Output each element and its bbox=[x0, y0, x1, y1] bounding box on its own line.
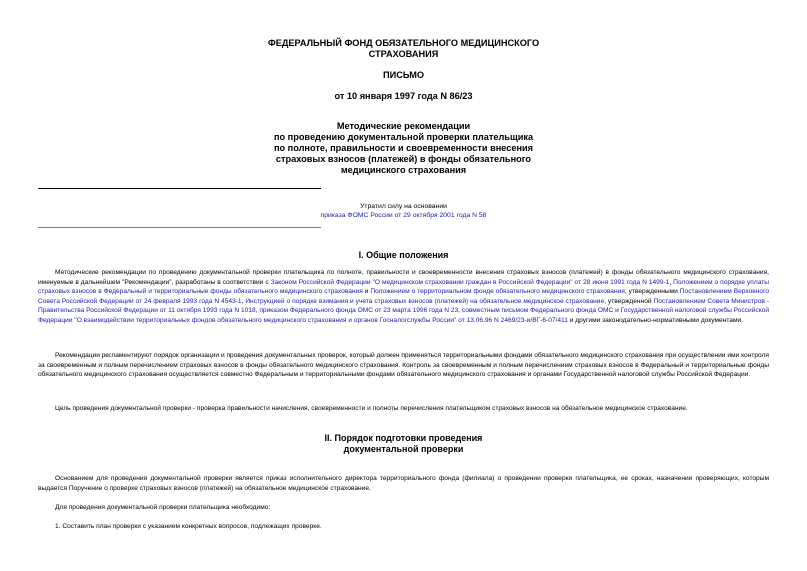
legal-reference-link[interactable]: Положением о порядке уплаты страховых взносов в Федеральный и территориальные фонды обязательного медицинского страхования bbox=[38, 278, 769, 296]
section-2-paragraph-3: 1. Составить план проверки с указанием конкретных вопросов, подлежащих проверке. bbox=[55, 523, 322, 530]
legal-reference-link[interactable]: Постановлением Совета Министров - Правительства Российской Федерации от 11 октября 1993 года N 1018 bbox=[38, 297, 770, 315]
section-1-paragraph-3: Цель проведения документальной проверки - проверка правильности начисления, своевременности и полноты перечисления плательщиком страховых взносов на обязательное медицинское страхование. bbox=[55, 405, 688, 412]
paragraph-text: Методические рекомендации по проведению документальной проверки плательщика по полноте, правильности и своевременности внесения страховых взносов (платежей) в фонды обязательного медицинского страхования, именуемые в дальнейшем "Рекомендации", разработаны в соответствии с bbox=[38, 269, 769, 286]
paragraph-text: , утвержденными bbox=[624, 288, 680, 296]
section-1-paragraph-1 bbox=[38, 268, 769, 326]
paragraph-text: , bbox=[241, 297, 246, 305]
section-2-title: II. Порядок подготовки проведения bbox=[324, 433, 483, 443]
document-type: ПИСЬМО bbox=[382, 70, 425, 80]
status-note: Утратил силу на основании bbox=[360, 203, 447, 210]
document-date-number: от 10 января 1997 года N 86/23 bbox=[334, 91, 473, 101]
separator-rule bbox=[38, 188, 321, 189]
paragraph-text: , bbox=[458, 307, 462, 315]
paragraph-text: , утвержденной bbox=[604, 297, 654, 305]
legal-reference-link[interactable]: Постановлением Верховного Совета Российской Федерации от 24 февраля 1993 года N 4543-1 bbox=[38, 288, 769, 305]
title-line: по полноте, правильности и своевременности внесения bbox=[273, 143, 534, 153]
section-2-title: документальной проверки bbox=[343, 444, 464, 454]
title-line: медицинского страхования bbox=[340, 165, 467, 175]
separator-rule bbox=[38, 227, 321, 228]
section-2-paragraph-2: Для проведения документальной проверки плательщика необходимо: bbox=[55, 504, 271, 511]
status-link[interactable]: приказа ФОМС России от 29 октября 2001 года N 58 bbox=[320, 212, 487, 219]
section-1-title: I. Общие положения bbox=[358, 250, 449, 260]
paragraph-text: и bbox=[362, 288, 371, 296]
paragraph-text: , bbox=[255, 307, 260, 315]
legal-reference-link[interactable]: Законом Российской Федерации "О медицинском страховании граждан в Российской Федерации" от 28 июня 1991 года N 1499-1 bbox=[270, 278, 670, 286]
title-line: страховых взносов (платежей) в фонды обязательного bbox=[275, 154, 532, 164]
paragraph-text: , bbox=[669, 278, 674, 286]
title-line: Методические рекомендации bbox=[336, 121, 471, 131]
org-name-line2: СТРАХОВАНИЯ bbox=[368, 49, 439, 59]
legal-reference-link[interactable]: Инструкцией о порядке взимания и учета страховых взносов (платежей) на обязательное медицинское страхование bbox=[245, 297, 605, 305]
section-1-paragraph-2: Рекомендации регламентируют порядок организации и проведения документальных проверок, который должен применяться территориальными фондами обязательного медицинского страхования при осуществлении ими контроля за своевременным и полным перечислением страховых взносов в фонды обязательного медицинского страхования. Контроль за своевременным и полным перечислением страховых взносов в Федеральный и территориальные фонды обязательного медицинского страхования осуществляется совместно Федеральным и территориальными фондами обязательного медицинского страхования и органами Государственной налоговой службы Российской Федерации. bbox=[38, 352, 769, 379]
section-2-paragraph-1: Основанием для проведения документальной проверки является приказ исполнительного директора территориального фонда (филиала) о проведении проверки плательщика, ее сроках, назначении проверяющих, которым выдается Поручение о проверке страховых взносов (платежей) на обязательное медицинское страхование. bbox=[38, 475, 769, 492]
legal-reference-link[interactable]: совместным письмом Федерального фонда ОМС и Государственной налоговой службы Российской Федерации "О взаимодействии территориальных фондов обязательного медицинского страхования и органов Госналогслужбы России" от 13.06.96 N 2469/23-и/ВГ-6-07/411 bbox=[38, 307, 770, 324]
legal-reference-link[interactable]: приказом Федерального фонда ОМС от 23 марта 1996 года N 23 bbox=[259, 307, 459, 315]
org-name-line1: ФЕДЕРАЛЬНЫЙ ФОНД ОБЯЗАТЕЛЬНОГО МЕДИЦИНСКОГО bbox=[267, 38, 540, 48]
legal-reference-link[interactable]: Положением о территориальном фонде обязательного медицинского страхования bbox=[370, 288, 625, 296]
paragraph-text: и другими законодательно-нормативными документами. bbox=[567, 316, 744, 324]
title-line: по проведению документальной проверки плательщика bbox=[273, 132, 534, 142]
